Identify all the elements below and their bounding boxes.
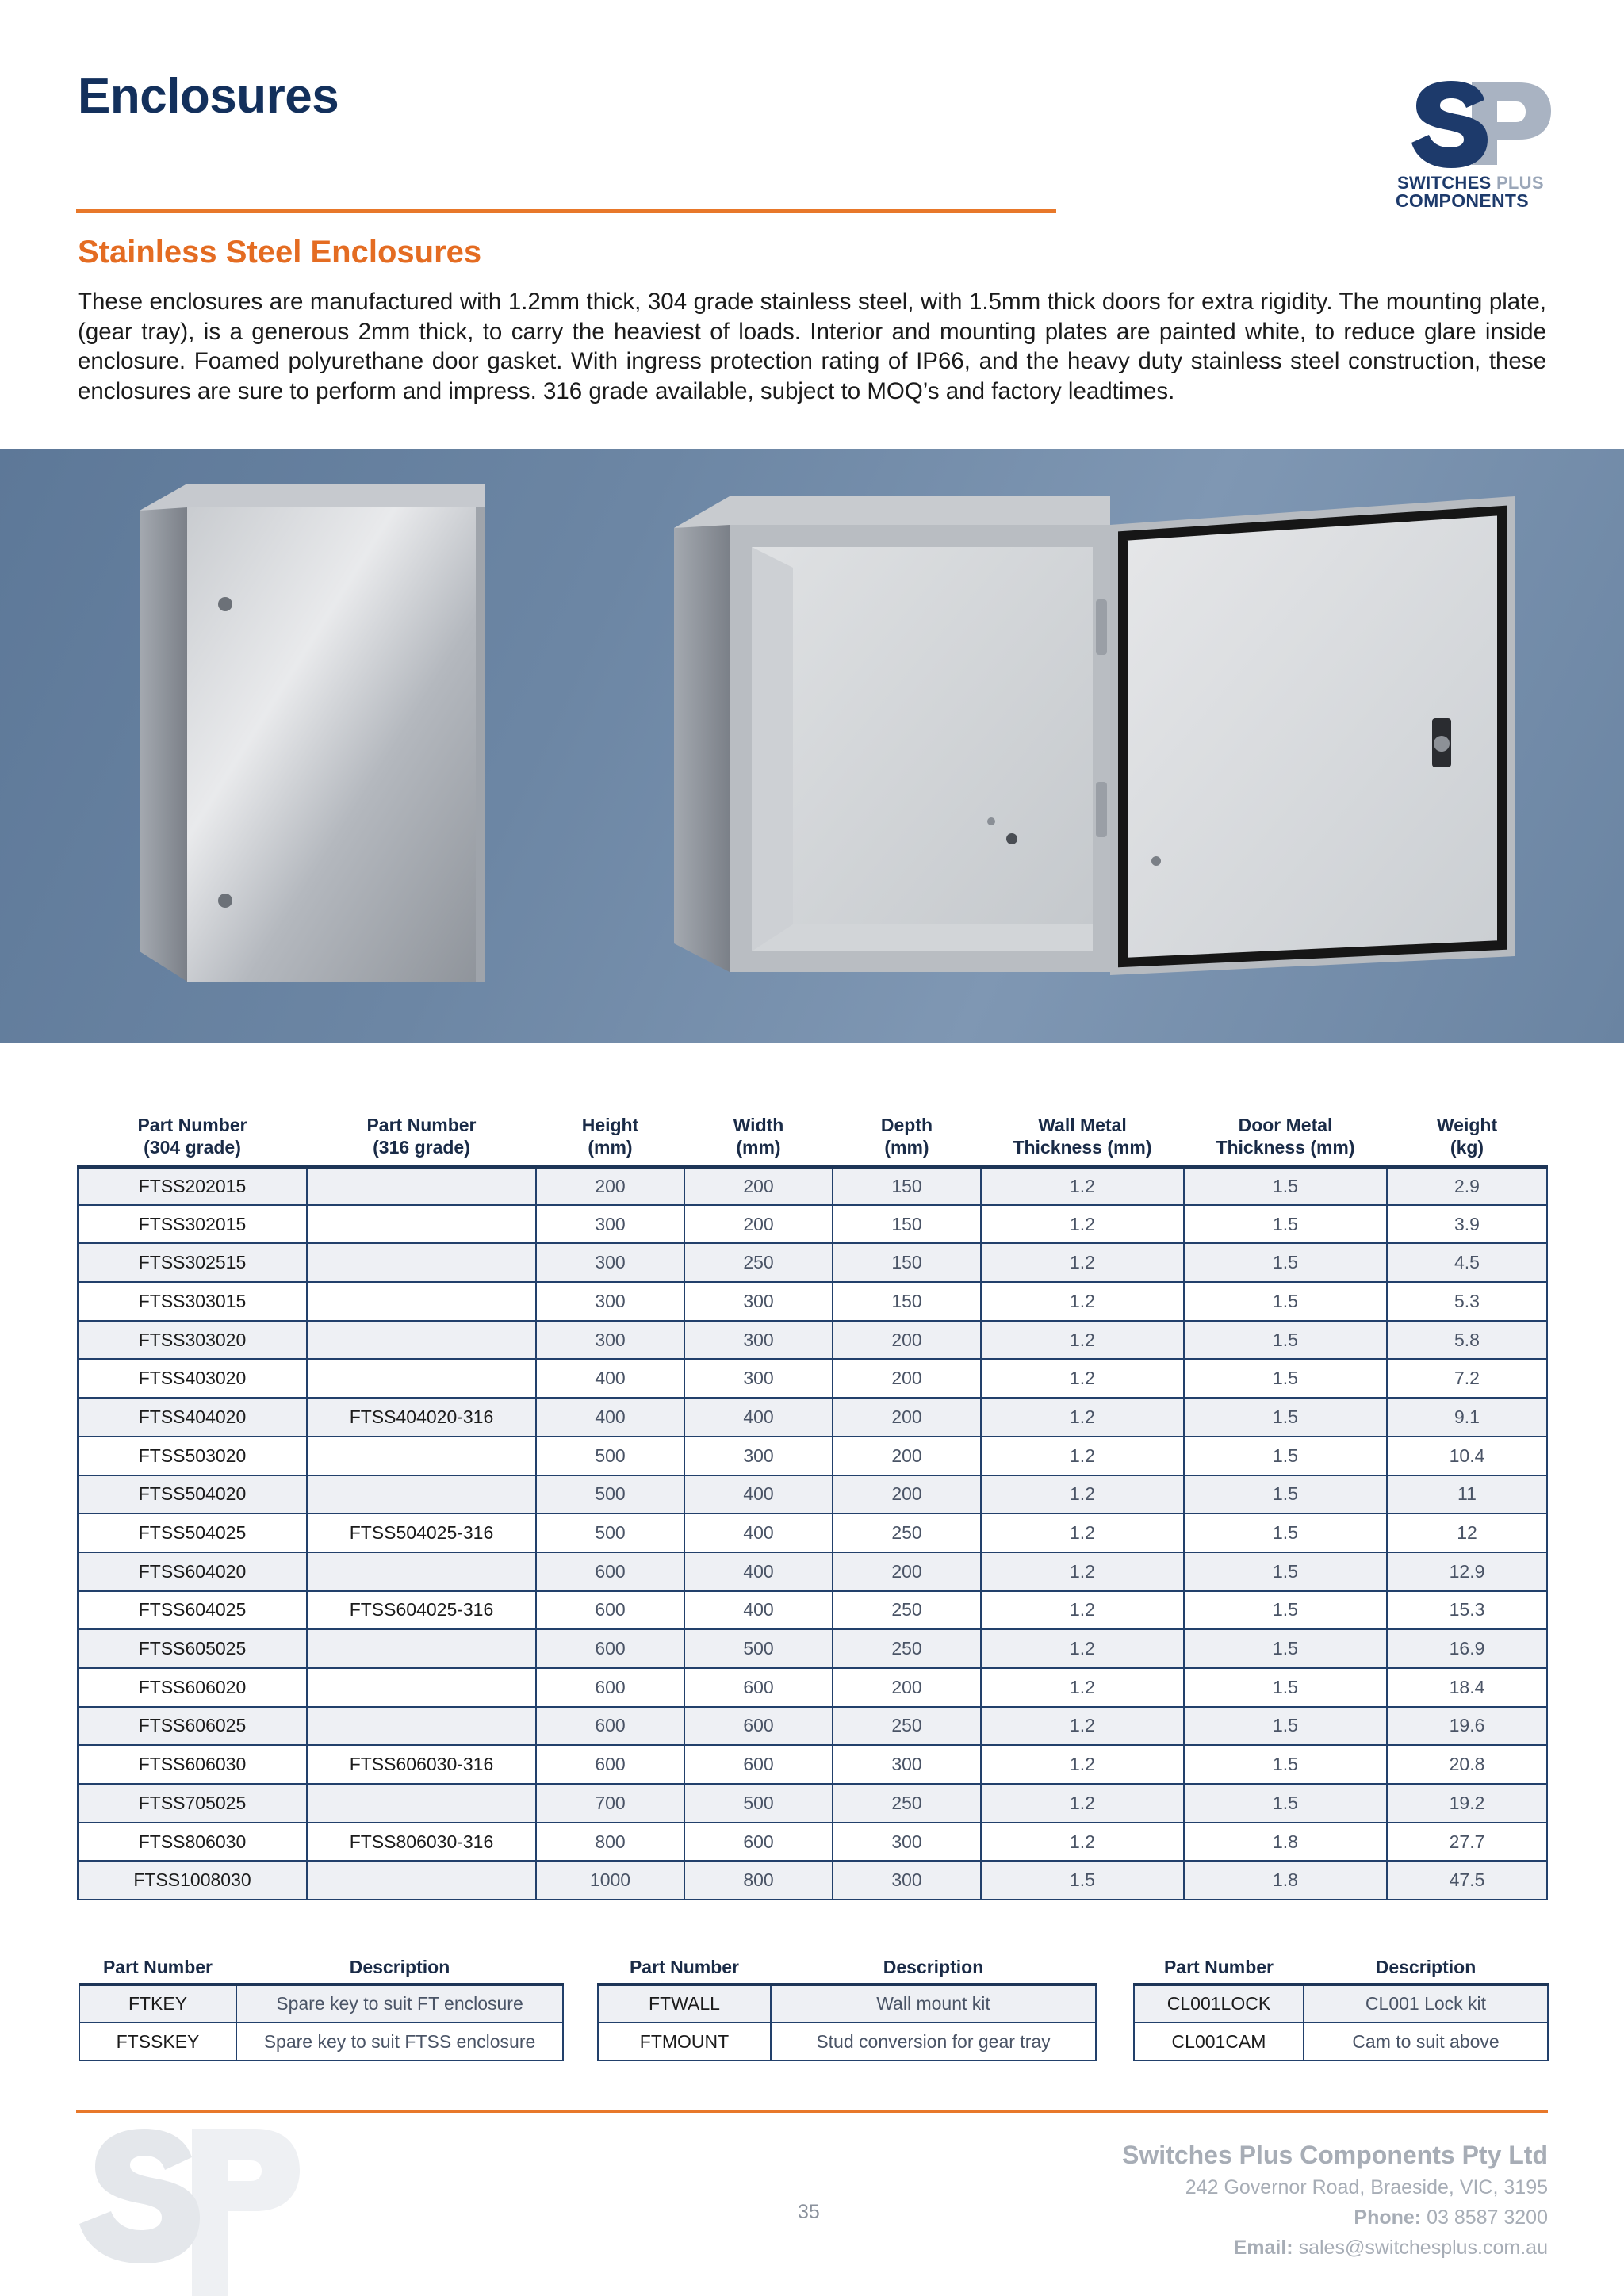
footer-email: Email: sales@switchesplus.com.au xyxy=(1233,2237,1548,2259)
table-cell: 200 xyxy=(833,1437,981,1475)
table-cell: 10.4 xyxy=(1387,1437,1547,1475)
table-cell xyxy=(307,1668,536,1707)
table-cell xyxy=(307,1707,536,1746)
table-cell: 4.5 xyxy=(1387,1243,1547,1282)
col-header-width: Width (mm) xyxy=(684,1106,833,1166)
table-cell: 400 xyxy=(684,1513,833,1552)
table-row xyxy=(78,1205,1547,1244)
table-row xyxy=(78,1861,1547,1900)
table-cell: 1.8 xyxy=(1184,1861,1387,1900)
table-cell: 47.5 xyxy=(1387,1861,1547,1900)
table-cell: 1.2 xyxy=(981,1321,1184,1360)
table-cell: 12 xyxy=(1387,1513,1547,1552)
table-cell: 200 xyxy=(833,1552,981,1591)
phone-number: 03 8587 3200 xyxy=(1427,2206,1548,2229)
table-row xyxy=(78,1629,1547,1668)
table-row xyxy=(78,1668,1547,1707)
table-cell xyxy=(307,1784,536,1823)
table-cell: 1.2 xyxy=(981,1475,1184,1514)
table-row xyxy=(78,1823,1547,1862)
footer-company-name: Switches Plus Components Pty Ltd xyxy=(1122,2141,1548,2169)
table-cell: 5.3 xyxy=(1387,1282,1547,1321)
table-cell: FTSS604025 xyxy=(78,1591,307,1630)
table-row xyxy=(78,1745,1547,1784)
email-address[interactable]: sales@switchesplus.com.au xyxy=(1298,2237,1548,2259)
table-cell: 1.2 xyxy=(981,1205,1184,1244)
table-cell xyxy=(307,1282,536,1321)
table-cell: 1.2 xyxy=(981,1552,1184,1591)
table-cell: 200 xyxy=(536,1166,684,1205)
table-cell: 200 xyxy=(833,1475,981,1514)
acc-header-part-number: Part Number xyxy=(598,1953,771,1984)
table-cell: FTSS606025 xyxy=(78,1707,307,1746)
table-cell: FTSS404020 xyxy=(78,1398,307,1437)
table-cell: 250 xyxy=(833,1707,981,1746)
col-header-wall-thickness: Wall Metal Thickness (mm) xyxy=(981,1106,1184,1166)
accessory-part-number: FTSSKEY xyxy=(79,2022,236,2061)
table-row xyxy=(78,1359,1547,1398)
table-cell: 12.9 xyxy=(1387,1552,1547,1591)
table-cell: 1.2 xyxy=(981,1398,1184,1437)
table-cell: 1.5 xyxy=(1184,1784,1387,1823)
table-row xyxy=(78,1591,1547,1630)
footer-phone: Phone: 03 8587 3200 xyxy=(1354,2206,1548,2229)
table-cell: 300 xyxy=(684,1359,833,1398)
table-cell: 1.5 xyxy=(1184,1398,1387,1437)
table-cell: 600 xyxy=(536,1707,684,1746)
table-cell: FTSS404020-316 xyxy=(307,1398,536,1437)
footer-divider xyxy=(76,2110,1548,2113)
table-cell: 250 xyxy=(833,1591,981,1630)
table-cell: 11 xyxy=(1387,1475,1547,1514)
table-cell: 1.2 xyxy=(981,1359,1184,1398)
accessory-part-number: CL001CAM xyxy=(1134,2022,1304,2061)
table-cell: 1.2 xyxy=(981,1629,1184,1668)
table-cell: 300 xyxy=(684,1437,833,1475)
table-cell: 19.2 xyxy=(1387,1784,1547,1823)
table-cell: FTSS202015 xyxy=(78,1166,307,1205)
accessory-part-number: FTKEY xyxy=(79,1984,236,2022)
table-cell xyxy=(307,1552,536,1591)
table-cell: 150 xyxy=(833,1166,981,1205)
table-row xyxy=(78,1321,1547,1360)
accessory-part-number: FTMOUNT xyxy=(598,2022,771,2061)
table-cell: 250 xyxy=(684,1243,833,1282)
table-row xyxy=(1134,2022,1548,2061)
acc-header-part-number: Part Number xyxy=(1134,1953,1304,1984)
table-cell xyxy=(307,1861,536,1900)
spec-table-header xyxy=(78,1106,1547,1166)
table-cell: 300 xyxy=(833,1861,981,1900)
table-cell: 250 xyxy=(833,1629,981,1668)
table-cell: 400 xyxy=(536,1359,684,1398)
table-cell: 1.2 xyxy=(981,1282,1184,1321)
table-cell: 200 xyxy=(684,1205,833,1244)
table-cell: 400 xyxy=(684,1475,833,1514)
table-row xyxy=(78,1475,1547,1514)
accessory-table-keys xyxy=(79,1953,564,2061)
table-cell: 1.5 xyxy=(1184,1243,1387,1282)
table-cell: 1.2 xyxy=(981,1513,1184,1552)
table-cell: 1.2 xyxy=(981,1591,1184,1630)
table-cell: 400 xyxy=(536,1398,684,1437)
table-cell: 1.5 xyxy=(1184,1629,1387,1668)
intro-paragraph: These enclosures are manufactured with 1.2mm thick, 304 grade stainless steel, with 1.5mm thick doors for extra rigidity. The mounting plate, (gear tray), is a generous 2mm thick, to carry the heaviest of loads. Interior and mounting plates are painted white, to reduce glare inside enclosure. Foamed polyurethane door gasket. With ingress protection rating of IP66, and the heavy duty stainless steel construction, these enclosures are sure to perform and impress. 316 grade available, subject to MOQ’s and factory leadtimes. xyxy=(78,289,1546,404)
table-cell: FTSS606020 xyxy=(78,1668,307,1707)
table-cell: 400 xyxy=(684,1552,833,1591)
product-photo xyxy=(0,449,1624,1043)
table-cell: 1.5 xyxy=(1184,1591,1387,1630)
table-cell: 400 xyxy=(684,1398,833,1437)
table-cell: 7.2 xyxy=(1387,1359,1547,1398)
table-cell: 600 xyxy=(536,1591,684,1630)
closed-enclosure xyxy=(140,484,485,982)
enclosure-illustration xyxy=(0,449,1624,1043)
open-enclosure xyxy=(674,496,1110,972)
table-cell: 1.5 xyxy=(981,1861,1184,1900)
table-cell: FTSS1008030 xyxy=(78,1861,307,1900)
table-cell: 600 xyxy=(684,1823,833,1862)
table-cell: 600 xyxy=(536,1745,684,1784)
table-cell: 500 xyxy=(536,1513,684,1552)
col-header-depth: Depth (mm) xyxy=(833,1106,981,1166)
table-cell: 1000 xyxy=(536,1861,684,1900)
table-cell: 300 xyxy=(536,1321,684,1360)
table-cell: FTSS504025 xyxy=(78,1513,307,1552)
table-cell: 20.8 xyxy=(1387,1745,1547,1784)
table-cell: 18.4 xyxy=(1387,1668,1547,1707)
table-row xyxy=(78,1552,1547,1591)
table-cell: 1.2 xyxy=(981,1243,1184,1282)
table-cell: 1.5 xyxy=(1184,1166,1387,1205)
accessory-table-mounting xyxy=(597,1953,1097,2061)
table-row xyxy=(598,1984,1096,2022)
footer-address: 242 Governor Road, Braeside, VIC, 3195 xyxy=(1185,2176,1548,2198)
table-row xyxy=(78,1513,1547,1552)
table-cell: 150 xyxy=(833,1205,981,1244)
accessory-description: Cam to suit above xyxy=(1304,2022,1548,2061)
table-cell: 500 xyxy=(684,1629,833,1668)
table-row xyxy=(79,1984,563,2022)
table-cell: 700 xyxy=(536,1784,684,1823)
table-cell: 300 xyxy=(833,1745,981,1784)
table-row xyxy=(78,1398,1547,1437)
table-cell: 150 xyxy=(833,1282,981,1321)
table-cell xyxy=(307,1437,536,1475)
open-door xyxy=(1110,496,1515,975)
table-cell: 500 xyxy=(684,1784,833,1823)
table-cell: 1.5 xyxy=(1184,1205,1387,1244)
table-cell: 1.5 xyxy=(1184,1321,1387,1360)
table-cell: 1.2 xyxy=(981,1668,1184,1707)
acc-header-part-number: Part Number xyxy=(79,1953,236,1984)
table-cell: 1.2 xyxy=(981,1823,1184,1862)
table-row xyxy=(78,1707,1547,1746)
table-cell: 1.2 xyxy=(981,1166,1184,1205)
table-cell: 1.2 xyxy=(981,1784,1184,1823)
table-cell: 800 xyxy=(684,1861,833,1900)
acc-header-description: Description xyxy=(771,1953,1096,1984)
table-cell: 1.8 xyxy=(1184,1823,1387,1862)
table-cell: 200 xyxy=(684,1166,833,1205)
acc-header-description: Description xyxy=(1304,1953,1548,1984)
company-logo xyxy=(1394,76,1553,211)
accessory-description: Spare key to suit FT enclosure xyxy=(236,1984,563,2022)
table-cell: 5.8 xyxy=(1387,1321,1547,1360)
table-cell: 1.5 xyxy=(1184,1282,1387,1321)
table-cell: 600 xyxy=(684,1668,833,1707)
accessory-description: Wall mount kit xyxy=(771,1984,1096,2022)
table-cell: 200 xyxy=(833,1359,981,1398)
table-cell xyxy=(307,1629,536,1668)
table-cell: FTSS705025 xyxy=(78,1784,307,1823)
accessory-part-number: FTWALL xyxy=(598,1984,771,2022)
enclosure-spec-table xyxy=(77,1106,1548,1900)
table-cell: 200 xyxy=(833,1321,981,1360)
table-cell: 600 xyxy=(684,1707,833,1746)
col-header-part-number-304: Part Number (304 grade) xyxy=(78,1106,307,1166)
table-cell: FTSS605025 xyxy=(78,1629,307,1668)
table-cell: 300 xyxy=(833,1823,981,1862)
table-cell xyxy=(307,1359,536,1398)
accessory-table-locks xyxy=(1133,1953,1549,2061)
table-row xyxy=(78,1166,1547,1205)
table-cell: 150 xyxy=(833,1243,981,1282)
table-cell: FTSS504020 xyxy=(78,1475,307,1514)
table-cell: 9.1 xyxy=(1387,1398,1547,1437)
table-cell: 300 xyxy=(536,1282,684,1321)
accessory-part-number: CL001LOCK xyxy=(1134,1984,1304,2022)
table-cell: FTSS606030 xyxy=(78,1745,307,1784)
page-number: 35 xyxy=(798,2201,820,2223)
table-cell xyxy=(307,1243,536,1282)
table-cell: 300 xyxy=(536,1243,684,1282)
table-cell: 1.2 xyxy=(981,1437,1184,1475)
col-header-door-thickness: Door Metal Thickness (mm) xyxy=(1184,1106,1387,1166)
table-cell: 1.5 xyxy=(1184,1552,1387,1591)
table-row xyxy=(78,1784,1547,1823)
table-cell: 800 xyxy=(536,1823,684,1862)
table-cell: 400 xyxy=(684,1591,833,1630)
table-cell: FTSS503020 xyxy=(78,1437,307,1475)
table-cell: FTSS504025-316 xyxy=(307,1513,536,1552)
title-divider xyxy=(76,209,1056,213)
accessory-description: Spare key to suit FTSS enclosure xyxy=(236,2022,563,2061)
table-cell: 200 xyxy=(833,1668,981,1707)
table-cell: FTSS303020 xyxy=(78,1321,307,1360)
table-cell: 600 xyxy=(536,1668,684,1707)
table-cell: 600 xyxy=(536,1552,684,1591)
table-cell: 300 xyxy=(536,1205,684,1244)
table-cell: FTSS303015 xyxy=(78,1282,307,1321)
table-cell: 600 xyxy=(536,1629,684,1668)
logo-word-components: COMPONENTS xyxy=(1396,190,1529,211)
table-cell: 1.5 xyxy=(1184,1668,1387,1707)
table-cell xyxy=(307,1475,536,1514)
table-cell: 1.5 xyxy=(1184,1745,1387,1784)
table-cell: 1.5 xyxy=(1184,1513,1387,1552)
table-cell: FTSS606030-316 xyxy=(307,1745,536,1784)
section-title: Stainless Steel Enclosures xyxy=(78,235,482,270)
table-cell: 600 xyxy=(684,1745,833,1784)
table-cell xyxy=(307,1205,536,1244)
table-cell: 500 xyxy=(536,1437,684,1475)
table-cell: 3.9 xyxy=(1387,1205,1547,1244)
table-cell: 27.7 xyxy=(1387,1823,1547,1862)
table-row xyxy=(78,1282,1547,1321)
table-cell: 15.3 xyxy=(1387,1591,1547,1630)
table-row xyxy=(1134,1984,1548,2022)
table-cell: 1.2 xyxy=(981,1707,1184,1746)
table-cell: 250 xyxy=(833,1784,981,1823)
table-cell: FTSS604020 xyxy=(78,1552,307,1591)
table-cell: FTSS302015 xyxy=(78,1205,307,1244)
col-header-weight: Weight (kg) xyxy=(1387,1106,1547,1166)
table-row xyxy=(598,2022,1096,2061)
accessory-description: CL001 Lock kit xyxy=(1304,1984,1548,2022)
table-cell xyxy=(307,1166,536,1205)
col-header-part-number-316: Part Number (316 grade) xyxy=(307,1106,536,1166)
table-cell xyxy=(307,1321,536,1360)
table-row xyxy=(78,1437,1547,1475)
page-title: Enclosures xyxy=(78,69,339,124)
table-cell: 200 xyxy=(833,1398,981,1437)
table-cell: FTSS403020 xyxy=(78,1359,307,1398)
table-row xyxy=(78,1243,1547,1282)
table-cell: 1.5 xyxy=(1184,1707,1387,1746)
table-cell: 300 xyxy=(684,1321,833,1360)
table-cell: FTSS806030 xyxy=(78,1823,307,1862)
table-cell: 250 xyxy=(833,1513,981,1552)
table-cell: 16.9 xyxy=(1387,1629,1547,1668)
table-cell: FTSS302515 xyxy=(78,1243,307,1282)
table-cell: 500 xyxy=(536,1475,684,1514)
logo-word-switches: SWITCHES PLUS xyxy=(1397,173,1544,193)
table-cell: FTSS604025-316 xyxy=(307,1591,536,1630)
table-cell: FTSS806030-316 xyxy=(307,1823,536,1862)
col-header-height: Height (mm) xyxy=(536,1106,684,1166)
accessory-description: Stud conversion for gear tray xyxy=(771,2022,1096,2061)
table-cell: 1.5 xyxy=(1184,1437,1387,1475)
table-cell: 1.5 xyxy=(1184,1475,1387,1514)
table-cell: 300 xyxy=(684,1282,833,1321)
table-cell: 19.6 xyxy=(1387,1707,1547,1746)
table-cell: 1.2 xyxy=(981,1745,1184,1784)
table-cell: 2.9 xyxy=(1387,1166,1547,1205)
sp-logo-icon xyxy=(1408,76,1551,171)
acc-header-description: Description xyxy=(236,1953,563,1984)
sp-watermark-icon xyxy=(73,2121,303,2296)
table-cell: 1.5 xyxy=(1184,1359,1387,1398)
table-row xyxy=(79,2022,563,2061)
